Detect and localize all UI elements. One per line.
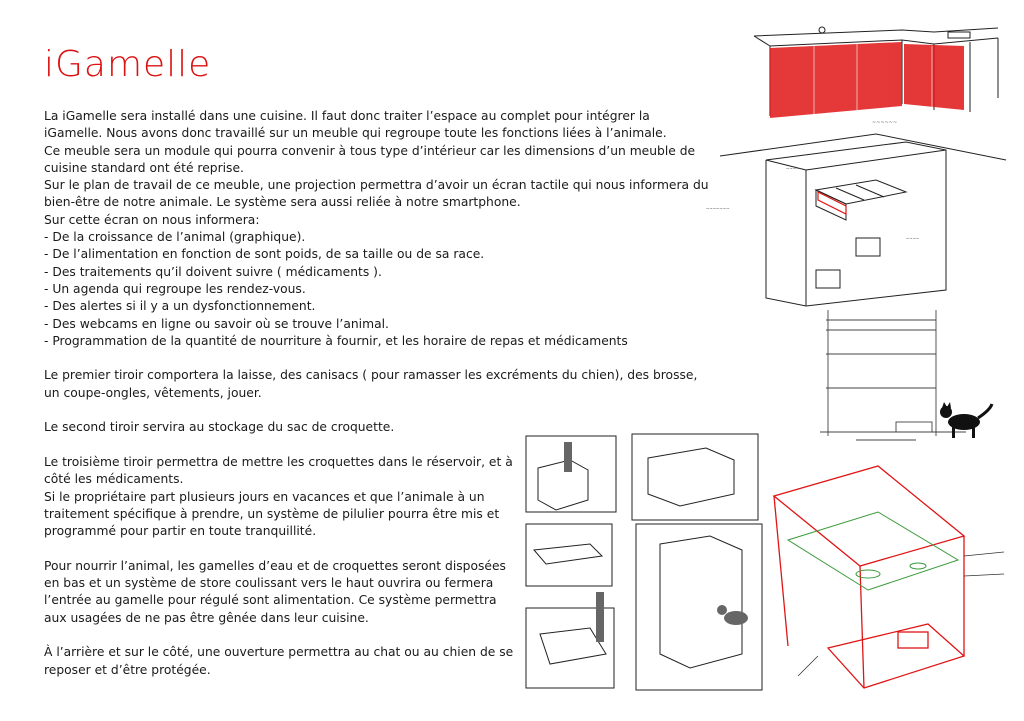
feature-item: - Un agenda qui regroupe les rendez-vous. — [44, 281, 306, 296]
feature-item: - De l’alimentation en fonction de sont poids, de sa taille ou de sa race. — [44, 247, 485, 262]
cat-icon — [940, 402, 992, 438]
drawer3-paragraph-1: Le troisième tiroir permettra de mettre les croquettes dans le réservoir, et à côté les médicaments. — [44, 454, 513, 487]
rear-opening-paragraph: À l’arrière et sur le côté, une ouverture permettra au chat ou au chien de se reposer et d’être protégée. — [44, 645, 514, 677]
feature-item: - Programmation de la quantité de nourriture à fournir, et les horaire de repas et médicaments — [44, 333, 628, 348]
feature-item: - De la croissance de l’animal (graphique). — [44, 230, 306, 245]
feature-item: - Des webcams en ligne ou savoir où se trouve l’animal. — [44, 316, 389, 331]
svg-text:~~~~: ~~~~ — [906, 236, 920, 241]
isometric-structure-sketch — [768, 456, 1018, 706]
drawer1-paragraph: Le premier tiroir comportera la laisse, des canisacs ( pour ramasser les excréments du chien), des brosse, un coupe-ongles, vêtements, jouer. — [44, 368, 698, 400]
elevation-cat-sketch — [816, 306, 1016, 446]
page-title: iGamelle — [44, 44, 212, 85]
intro-paragraph-1: La iGamelle sera installé dans une cuisine. Il faut donc traiter l’espace au complet pour intégrer la iGamelle. Nous avons donc travaillé sur un meuble qui regroupe toute les fonctions liées à l’animale. — [44, 109, 667, 141]
svg-text:~~~~~: ~~~~~ — [786, 166, 803, 171]
intro-paragraph-3: Sur le plan de travail de ce meuble, une projection permettra d’avoir un écran tactile qui nous informera du bien-être de notre animale. Le système sera aussi reliée à notre smartphone. — [44, 178, 709, 210]
bowls-paragraph: Pour nourrir l’animal, les gamelles d’eau et de croquettes seront disposées en bas et un système de store coulissant vers le haut ouvrira ou fermera l’entrée au gamelle pour régulé sont alimentation. Ce système permettra aux usagées de ne pas être gênée dans leur cuisine. — [44, 558, 506, 625]
intro-paragraph-4: Sur cette écran on nous informera: — [44, 212, 260, 227]
svg-text:~~~~~~: ~~~~~~ — [872, 120, 898, 126]
feature-item: - Des alertes si il y a un dysfonctionnement. — [44, 299, 316, 314]
storyboard-sketches — [520, 424, 770, 696]
drawer3-paragraph-2: Si le propriétaire part plusieurs jours en vacances et que l’animale à un traitement spécifique à prendre, un système de pilulier pourra être mis et programmé pour partir en toute tranquillité. — [44, 489, 500, 539]
module-drawer-sketch — [706, 130, 1011, 308]
feature-item: - Des traitements qu’il doivent suivre ( médicaments ). — [44, 264, 382, 279]
kitchen-sketch — [752, 24, 1002, 134]
svg-text:~~~~~~~: ~~~~~~~ — [706, 206, 730, 211]
intro-paragraph-2: Ce meuble sera un module qui pourra convenir à tous type d’intérieur car les dimensions d’un meuble de cuisine standard ont été reprise. — [44, 143, 696, 175]
drawer2-paragraph: Le second tiroir servira au stockage du sac de croquette. — [44, 420, 395, 435]
